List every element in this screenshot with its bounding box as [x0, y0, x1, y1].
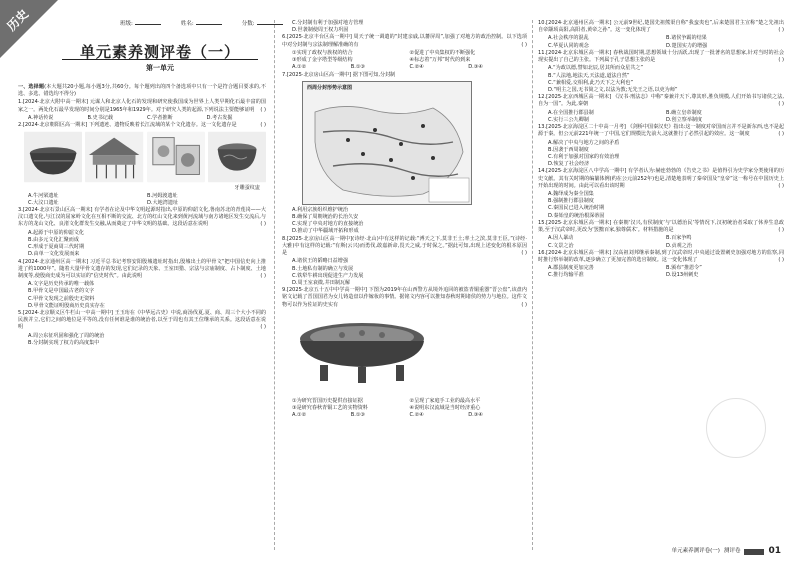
- answer-blank[interactable]: ( ): [778, 101, 784, 108]
- option[interactable]: D.设13州刺史: [666, 272, 699, 279]
- option[interactable]: A.利用宗族组织维护统治: [292, 206, 348, 213]
- option[interactable]: A.①②: [292, 412, 307, 419]
- ivory-cup-image: [208, 131, 266, 183]
- option[interactable]: B.①③: [350, 64, 365, 71]
- section-note: (本大题共20小题,每小题3分,共60分。每个题列出的四个备选项中只有一个是符合题目要求的,不选、多选、错选均不得分): [18, 84, 266, 98]
- answer-blank[interactable]: ( ): [521, 41, 527, 48]
- option[interactable]: D.贞观之治: [666, 242, 692, 249]
- question-4: [18, 259, 266, 281]
- question-number: 7.: [282, 71, 287, 78]
- question-number: 16.: [538, 249, 547, 256]
- question-stem: [2024·北京通州区高一期末] 习近平总书记考察安阳殷墟遗址时指出,殷墟出土的甲骨文“把中国信史向上推进了约1000年”。随着大量甲骨文遗存的发现,它们记录的天象、王室田猎、宗法与宗庙制度、占卜制度、土地制度等,使殷商史成为可以实证的“信史时代”。由此说明: [18, 258, 266, 279]
- option[interactable]: C.大汶口遗址: [28, 199, 59, 206]
- score-field-label: 分数:: [241, 21, 255, 27]
- answer-blank[interactable]: ( ): [778, 227, 784, 234]
- map-graphic: [303, 82, 472, 205]
- question-number: 5.: [18, 310, 23, 317]
- answer-blank[interactable]: ( ): [778, 57, 784, 64]
- question-stem: [2024·北京东城区高一期末] 春秋战国时期,思想领域十分活跃,出现了一批著名的思想家,针对当时的社会现实提出了自己的主张。下列属于孔子思想主张的是: [538, 49, 784, 64]
- student-info-row: [120, 21, 283, 29]
- option[interactable]: C.学者推断: [147, 114, 173, 121]
- option[interactable]: B.因袭于西周制度: [548, 146, 589, 153]
- question-8: [282, 236, 527, 258]
- option[interactable]: C.铁犁牛耕出现促进生产力发展: [292, 272, 364, 279]
- option[interactable]: A.“为政以德,譬如北辰,居其所而众星共之”: [548, 65, 644, 72]
- question-stem: [2024·北京通州区高一期末] 公元前9世纪,楚国先祖熊渠自称“我蛮夷也”,后来楚国君主宣称“楚之先祖出自帝颛顼高阳,高阳者,黄帝之孙”。这一变化体现了: [538, 20, 784, 34]
- option[interactable]: D.大地湾遗址: [147, 199, 179, 206]
- name-field[interactable]: [181, 21, 222, 29]
- option[interactable]: A.文字是历史传承的唯一载体: [28, 281, 95, 288]
- option[interactable]: B.颁布“推恩令”: [666, 265, 702, 272]
- column-middle: [282, 20, 527, 420]
- option[interactable]: C.实行三公九卿制: [548, 116, 589, 123]
- question-number: 2.: [18, 122, 23, 129]
- statement: ④说明东汉流域是当时经济重心: [409, 405, 481, 412]
- option[interactable]: D.“明主之国,无书简之文,以法为教;无先王之语,以吏为师”: [548, 86, 678, 93]
- question-stem: [2024·北京顺义区牛栏山一中高一期中] 王玉珩在《中华远古史》中说,商汤伐夏,夏、商、周三个大小不同的民族并立,它们之间的地位是平等的,没有任何谁是谁的统治者,以至于周也有其王位继承的关系。这段话意在说明: [18, 310, 266, 331]
- option[interactable]: C.形成于夏商周三代时期: [28, 244, 85, 251]
- statement: ④标志着“万邦”时代的到来: [409, 57, 471, 64]
- option[interactable]: B.确立皇帝制度: [666, 109, 702, 116]
- answer-blank[interactable]: ( ): [260, 221, 266, 228]
- option[interactable]: B.由多元文化汇聚而成: [28, 236, 79, 243]
- question-15: [538, 220, 784, 234]
- option[interactable]: A.郡县制度更加完善: [548, 265, 594, 272]
- question-9: [282, 287, 527, 309]
- unit-subtitle: 第一单元: [146, 64, 174, 72]
- option[interactable]: C.“兼相爱,交相利,此乃天下之大利也”: [548, 79, 634, 86]
- option[interactable]: C.②④: [409, 412, 424, 419]
- answer-blank[interactable]: ( ): [778, 27, 784, 34]
- option[interactable]: B.确保了周朝统治的长治久安: [292, 213, 359, 220]
- question-number: 12.: [538, 94, 547, 101]
- option[interactable]: A.在全国推行郡县制: [548, 109, 594, 116]
- option[interactable]: C.华夏认同的观念: [548, 42, 589, 49]
- option[interactable]: C.甲骨文发现之前殷史无资料: [28, 295, 95, 302]
- option[interactable]: C.②④: [409, 64, 424, 71]
- question-number: 4.: [18, 258, 23, 265]
- option[interactable]: B.①③: [350, 412, 365, 419]
- question-number: 6.: [282, 34, 287, 41]
- option[interactable]: B.诸侯争霸的结果: [666, 35, 707, 42]
- question-3: [18, 207, 266, 229]
- watermark-stamp: [706, 398, 766, 458]
- options: [538, 235, 784, 249]
- option[interactable]: B.强制推行郡县制度: [548, 198, 594, 205]
- question-stem: [2024·北京石景山区高一期末] 有学者在论及中华文明起源时指出,中原的仰韶文化,鲁南苏北的青莲岗——大汶口遗文化,与江汉的屈家岭文化在互相不断的交流、北方的红山文化来到黄河流域与南方诸地区发生交流后,与东方的龙山文化、良渚文化群发生交融,从而奠定了中华文明的基础。这段话意在说明: [18, 206, 266, 228]
- option[interactable]: D.由单一文化发展而来: [28, 251, 80, 258]
- option[interactable]: A.魏绎成为秦全国集: [548, 191, 594, 198]
- option[interactable]: B.分封制实现了权力的高度集中: [28, 339, 100, 346]
- statement: ①为研究晋国历史提供直接证据: [292, 398, 363, 405]
- section-heading: 一、选择题: [18, 84, 45, 90]
- statement: ③是研究春秋青铜工艺的实物资料: [292, 405, 368, 412]
- question-stem: [2025·北京房山区高一期中](诗经·北山)中有这样的记载:“溥天之下,莫非王土;率土之滨,莫非王臣。”(诗经·大雅)中有这样的记载:“有斯(云兴)而勇伐,敢嘉新命,畏天之威,于时保之。”据此可知,出现上述变化的根本原因是: [282, 235, 527, 257]
- option[interactable]: D.推动了中华疆域开拓和形成: [292, 228, 359, 235]
- answer-blank[interactable]: ( ): [778, 131, 784, 138]
- statement: ①实现了政权与族权的结合: [292, 49, 353, 56]
- answer-blank[interactable]: ( ): [521, 301, 527, 308]
- question-stem: [2024·北京大附中高一期末] 元谋人和北京人化石的发现和研究使我国成为世界上人类早期化石最丰富的国家之一。两处化石最早发现的时间分别是1965年和1929年。对于研究人类的起源,下列说法主要能够证明: [18, 99, 266, 113]
- column-right: [538, 20, 784, 280]
- option[interactable]: B.河姆渡遗址: [147, 192, 178, 199]
- name-field-label: 姓名:: [180, 21, 194, 27]
- options: [282, 64, 527, 71]
- question-5: [18, 310, 266, 332]
- option[interactable]: B.“人法地,地法天,天法道,道法自然”: [548, 72, 630, 79]
- stilt-house-image: [85, 131, 143, 183]
- question-stem: [2025·北京五十五中中学高一期中] 下图为2019年在山西警方从境外追回的被盗青铜重器“晋公盘”,该盘内铭文记载了晋国国君为女儿铸造盘以作嫁妆的事情。据铭文内容可以推知春秋时期诸侯的势力与地位。这件文物可以作为佐证的史实有: [282, 287, 527, 308]
- option[interactable]: D.楚国实力的增强: [666, 42, 708, 49]
- option[interactable]: D.创立察举制度: [666, 116, 703, 123]
- column-divider: [274, 20, 275, 550]
- option[interactable]: D.世袭制使周王权力巩固: [292, 27, 349, 34]
- artifact-images: [24, 131, 266, 183]
- option[interactable]: D.甲骨文能证明殷商历史真实存在: [28, 302, 105, 309]
- score-field[interactable]: [242, 21, 283, 29]
- question-number: 1.: [18, 99, 23, 106]
- question-12: [538, 94, 784, 108]
- question-number: 13.: [538, 124, 547, 131]
- question-stem: [2025·北京丰台区高一期中] 周天子统一调遣的“封建亲戚,以蕃屏周”,加强了对地方的政治控制。以下选项中对分封制与宗法制理解准确的有: [282, 34, 527, 48]
- option[interactable]: C.文景之治: [548, 242, 574, 249]
- question-14: [538, 168, 784, 190]
- footer-label: 测评卷: [723, 547, 741, 554]
- class-field-label: 班级:: [120, 21, 133, 27]
- page-footer: [672, 545, 781, 558]
- option[interactable]: A.牛河梁遗址: [28, 192, 59, 199]
- question-stem: [2025·北京东城区高一期末] 在秦朝‘汉兴,有侯制度’与‘以德治民’等情况下,汉初统治者采取了休养生息政策,至于汉武帝时,更改为‘罢黜百家,独尊儒术’。材料措施的是: [538, 219, 784, 234]
- class-field[interactable]: [120, 21, 161, 29]
- answer-blank[interactable]: ( ): [778, 182, 784, 189]
- option[interactable]: A.诸侯王的韬略日益增强: [292, 258, 348, 265]
- option[interactable]: A.周公东征巩固和强化了周的统治: [28, 332, 105, 339]
- option[interactable]: B.土地私有制的确立与发展: [292, 265, 354, 272]
- section-instructions: [18, 84, 266, 98]
- page-title: 单元素养测评卷（一）: [79, 43, 240, 61]
- question-1: [18, 99, 266, 113]
- artifact-caption: 牙雕蚕纹盅: [234, 185, 260, 192]
- subject-label: 历史: [4, 6, 32, 34]
- footer-title: 单元素养测评卷(一): [671, 547, 720, 554]
- question-stem: [2024·北京朝阳区高一期末] 下列遗迹、遗物反映着长江流域的某个文化遗存。这一文化遗存是: [22, 122, 237, 129]
- answer-blank[interactable]: ( ): [260, 324, 266, 331]
- options: [538, 110, 784, 124]
- question-number: 10.: [538, 20, 547, 26]
- statement: ②呈现了家庭手工业的最高水平: [409, 398, 481, 405]
- answer-blank[interactable]: ( ): [260, 272, 266, 279]
- question-number: 15.: [538, 219, 547, 226]
- question-2: [18, 122, 266, 129]
- title-divider: [62, 59, 258, 60]
- option[interactable]: A.因人暴动: [548, 235, 574, 242]
- option[interactable]: B.百家争鸣: [666, 235, 692, 242]
- option[interactable]: C.实现了中央对地方的直接统治: [292, 221, 364, 228]
- option[interactable]: A.起源于中原的仰韶文化: [28, 229, 84, 236]
- answer-blank[interactable]: ( ): [521, 250, 527, 257]
- statement: ③形成了金字塔型等级结构: [292, 57, 353, 64]
- option[interactable]: A.社会秩序的混乱: [548, 35, 589, 42]
- question-number: 14.: [538, 168, 547, 175]
- question-7: [282, 72, 527, 79]
- option[interactable]: B.甲骨文是中国最古老的文字: [28, 288, 95, 295]
- map-title: 西周分封形势示意图: [307, 84, 353, 91]
- pottery-bowl-image: [24, 131, 82, 183]
- question-stem: [2025·北京海淀区二十中高一月考] 《剑桥中国秦汉史》指出:这一制度对帝国而言并不是新东西,也不是起源于秦。但公元前221年统一了中国,它们规模比先前大,这就推行了必然引起的效应。这一制度: [538, 124, 784, 138]
- question-number: 11.: [538, 49, 547, 56]
- statements: [282, 398, 527, 412]
- question-number: 9.: [282, 287, 287, 294]
- option[interactable]: D.周王室衰微,井田制瓦解: [292, 279, 351, 286]
- options: [538, 35, 784, 49]
- option[interactable]: D.恢复了社会经济: [548, 161, 590, 168]
- question-stem: [2025·北京西城区高一期末] 《汉书·刑法志》中称“秦兼并天下,尊其形,胜负规模,人们开始书写诸侯之法,自为一国”。为此,秦朝: [538, 94, 784, 108]
- option[interactable]: D.③④: [468, 64, 483, 71]
- question-stem: [2025·北京海淀区八中学高一期中] 有学者认为:赫连勃勃的《告史之书》是值得引为史学家分类使用的历史文献。其有关时期的编纂体例(约在公元前252年)也是,清楚地表明了秦帝国及“皇帝”这一称号在中国历史上开始出现的时间。由此可以看出该时期: [538, 168, 784, 189]
- question-number: 3.: [18, 206, 23, 213]
- options: [282, 412, 527, 419]
- answer-blank[interactable]: ( ): [778, 257, 784, 263]
- question-6: [282, 34, 527, 48]
- options: [18, 115, 266, 122]
- footer-bar: [744, 549, 764, 555]
- question-stem: [2024·北京东城区高一期末] 汉高祖刘邦继承秦制,到了汉武帝时,中央通过设置刺史加强对地方的监察,同时推行察举制的改革,逐步确立了更加完善的选官制度。这一变化体现了: [538, 249, 784, 263]
- question-number: 8.: [282, 235, 287, 242]
- option[interactable]: C.秦国民已进入统治时期: [548, 205, 605, 212]
- option[interactable]: D.考古发掘: [206, 114, 233, 121]
- question-stem: [2025·北京房山区高一期中] 据下图可知,分封制: [286, 71, 396, 78]
- options: [538, 265, 784, 279]
- question-13: [538, 124, 784, 138]
- stamp-image: [147, 131, 205, 183]
- statement: ②促进了中央集权的不断强化: [409, 49, 476, 56]
- column-left: [18, 84, 266, 347]
- question-16: [538, 250, 784, 264]
- question-10: [538, 20, 784, 34]
- jin-gong-plate-image: [282, 313, 442, 391]
- page-number: 01: [768, 546, 781, 557]
- option[interactable]: C.分封制有利于加强对地方管理: [292, 20, 364, 26]
- statements: [282, 50, 527, 64]
- column-divider: [532, 20, 533, 550]
- option[interactable]: A.①②: [292, 64, 307, 71]
- question-11: [538, 50, 784, 64]
- answer-blank[interactable]: ( ): [260, 122, 266, 129]
- answer-blank[interactable]: ( ): [260, 106, 266, 113]
- option[interactable]: D.③④: [468, 412, 483, 419]
- option[interactable]: C.有利于加强对国家的有效治理: [548, 153, 620, 160]
- option[interactable]: A.神话传说: [28, 114, 54, 121]
- option[interactable]: A.解决了中央与地方之间的矛盾: [548, 139, 620, 146]
- option[interactable]: C.推行均输平准: [548, 272, 584, 279]
- option[interactable]: B.史书记载: [87, 114, 113, 121]
- option[interactable]: D.秦始皇的统治根深蒂固: [548, 212, 605, 219]
- options: [18, 193, 266, 207]
- zhou-fiefdom-map: [302, 81, 472, 205]
